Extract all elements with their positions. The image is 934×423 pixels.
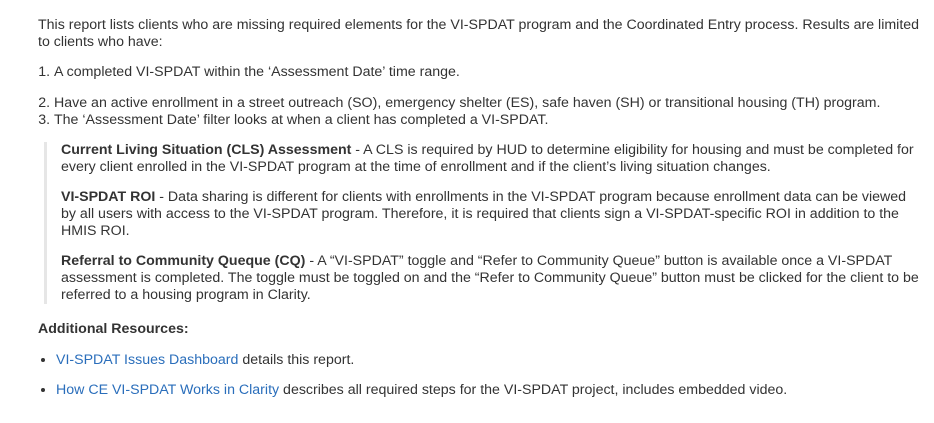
resource-item [56, 382, 924, 399]
resource-description: describes all required steps for the VI-SPDAT project, includes embedded video. [279, 382, 788, 398]
note-roi [61, 189, 924, 240]
resource-item [56, 352, 924, 369]
ce-vi-spdat-guide-link[interactable]: How CE VI-SPDAT Works in Clarity [56, 382, 280, 398]
requirements-callout [44, 142, 924, 304]
resource-description: details this report. [238, 352, 355, 368]
note-title: Current Living Situation (CLS) Assessment [61, 142, 352, 158]
resources-list [38, 352, 924, 399]
resources-heading: Additional Resources: [38, 321, 189, 337]
note-title: Referral to Community Queque (CQ) [61, 253, 306, 269]
criteria-item: 2. Have an active enrollment in a street outreach (SO), emergency shelter (ES), safe haven (SH) or transitional housing (TH) program. [54, 95, 924, 112]
note-title: VI-SPDAT ROI [61, 189, 156, 205]
note-referral [61, 253, 924, 304]
issues-dashboard-link[interactable]: VI-SPDAT Issues Dashboard [56, 352, 239, 368]
criteria-list [38, 64, 924, 129]
note-text: - A CLS is required by HUD to determine eligibility for housing and must be completed for every client enrolled in the VI-SPDAT program at the time of enrollment and if the client’s living situation changes. [61, 142, 914, 175]
criteria-item: 1. A completed VI-SPDAT within the ‘Assessment Date’ time range. [54, 64, 924, 81]
note-text: - A “VI-SPDAT” toggle and “Refer to Community Queue” button is available once a VI-SPDAT assessment is completed. The toggle must be toggled on and the “Refer to Community Queue” button must be clicked for the client to be referred to a housing program in Clarity. [61, 253, 919, 303]
intro-text: This report lists clients who are missing required elements for the VI-SPDAT program and the Coordinated Entry process. Results are limited to clients who have: [38, 17, 920, 50]
criteria-item: 3. The ‘Assessment Date’ filter looks at when a client has completed a VI-SPDAT. [54, 112, 924, 129]
note-text: - Data sharing is different for clients with enrollments in the VI-SPDAT program because enrollment data can be viewed by all users with access to the VI-SPDAT program. Therefore, it is required that clients sign a VI-SPDAT-specific ROI in addition to the HMIS ROI. [61, 189, 907, 239]
note-cls [61, 142, 924, 176]
